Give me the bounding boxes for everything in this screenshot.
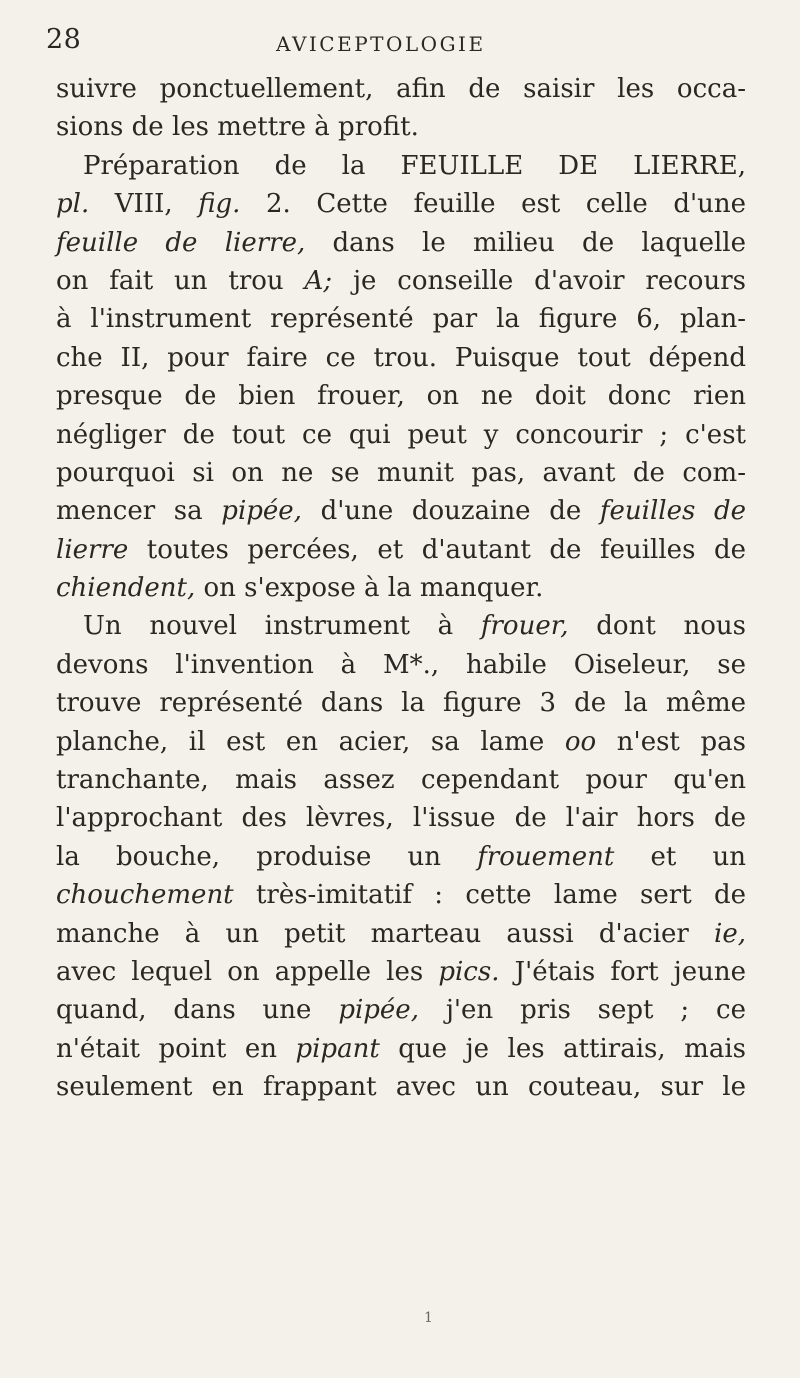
footer-mark: 1 [424,1310,433,1326]
text-line-1: suivre ponctuellement, afin de saisir les occa- [56,74,746,104]
text-line-12: mencer sa pipée, d'une douzaine de feuilles de [56,496,746,527]
text-line-4: pl. VIII, fig. 2. Cette feuille est celle d'une [56,189,746,220]
text-line-26: n'était point en pipant que je les attirais, mais [56,1033,746,1064]
page-number: 28 [46,24,82,55]
page-header [46,24,736,72]
text-line-18: planche, il est en acier, sa lame oo n'est pas [56,726,746,757]
text-line-14: chiendent, on s'expose à la manquer. [56,573,544,604]
text-line-21: la bouche, produise un frouement et un [56,841,746,872]
text-line-13: lierre toutes percées, et d'autant de feuilles de [56,534,746,565]
text-line-24: avec lequel on appelle les pics. J'étais fort jeune [56,956,746,987]
running-head: AVICEPTOLOGIE [276,32,486,56]
text-line-17: trouve représenté dans la figure 3 de la même [56,688,746,719]
text-line-16: devons l'invention à M*., habile Oiseleur, se [56,649,746,680]
text-line-5: feuille de lierre, dans le milieu de laquelle [56,227,746,258]
text-line-22: chouchement très-imitatif : cette lame sert de [56,880,746,911]
text-line-6: on fait un trou A; je conseille d'avoir recours [56,265,746,296]
text-line-19: tranchante, mais assez cependant pour qu'en [56,765,746,796]
text-line-20: l'approchant des lèvres, l'issue de l'air hors de [56,803,746,834]
text-line-8: che II, pour faire ce trou. Puisque tout dépend [56,342,746,373]
body-text [56,70,746,1107]
text-line-25: quand, dans une pipée, j'en pris sept ; ce [56,995,746,1026]
text-line-2: sions de les mettre à profit. [56,112,419,143]
text-line-10: négliger de tout ce qui peut y concourir ; c'est [56,419,746,450]
text-line-9: presque de bien frouer, on ne doit donc rien [56,381,746,412]
text-line-3: Préparation de la FEUILLE DE LIERRE, [83,150,746,181]
text-line-7: à l'instrument représenté par la figure 6, plan- [56,304,746,335]
text-line-23: manche à un petit marteau aussi d'acier ie, [56,918,746,949]
text-line-27: seulement en frappant avec un couteau, sur le [56,1072,746,1103]
text-line-11: pourquoi si on ne se munit pas, avant de com- [56,457,746,488]
text-line-15: Un nouvel instrument à frouer, dont nous [83,611,746,642]
